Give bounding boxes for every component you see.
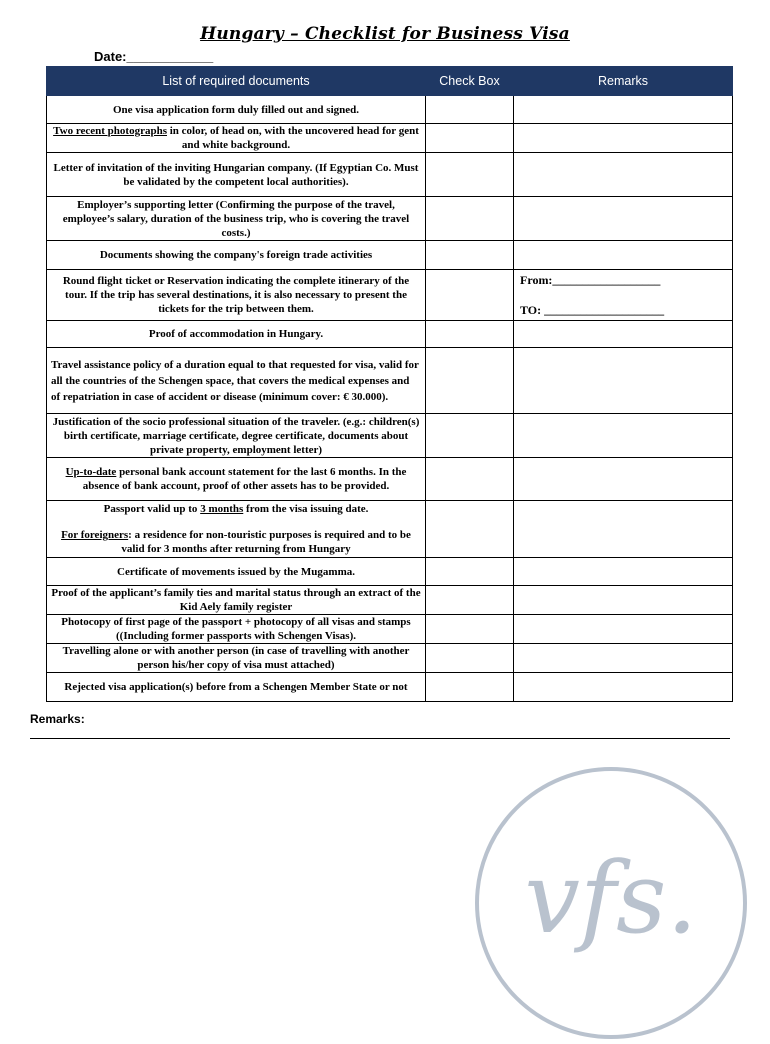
logo-text: vfs. [524, 842, 698, 956]
remarks-cell[interactable] [514, 558, 733, 586]
to-field[interactable]: TO: ____________________ [520, 303, 665, 317]
document-item [47, 458, 426, 501]
required-documents-table [46, 66, 733, 702]
document-item: Round flight ticket or Reservation indicating the complete itinerary of the tour. If the trip has several destinations, it is also necessary to present the tickets for the trip between them. [47, 270, 426, 321]
document-item: Travelling alone or with another person (in case of travelling with another person his/her copy of visa must attached) [47, 644, 426, 673]
document-item [47, 124, 426, 153]
table-header-row [47, 67, 733, 96]
document-item: Employer’s supporting letter (Confirming the purpose of the travel, employee’s salary, duration of the business trip, who is covering the travel costs.) [47, 197, 426, 241]
table-row [47, 458, 733, 501]
document-item: Proof of accommodation in Hungary. [47, 321, 426, 348]
check-box-cell[interactable] [426, 673, 514, 702]
remarks-cell[interactable] [514, 348, 733, 414]
check-box-cell[interactable] [426, 321, 514, 348]
table-row [47, 558, 733, 586]
document-item: Justification of the socio professional situation of the traveler. (e.g.: children(s) birth certificate, marriage certificate, degree certificate, documents about private property, employment letter) [47, 414, 426, 458]
document-text: in color, of head on, with the uncovered head for gent and white background. [166, 125, 419, 151]
table-row [47, 241, 733, 270]
underlined-text: For foreigners [61, 529, 129, 541]
table-row [47, 673, 733, 702]
date-field-label: Date:____________ [94, 49, 214, 64]
remarks-cell[interactable] [514, 197, 733, 241]
remarks-line[interactable] [30, 726, 730, 739]
remarks-cell[interactable] [514, 96, 733, 124]
document-text: personal bank account statement for the last 6 months. In the absence of bank account, proof of other assets has to be provided. [82, 466, 407, 492]
check-box-cell[interactable] [426, 124, 514, 153]
check-box-cell[interactable] [426, 197, 514, 241]
remarks-cell[interactable] [514, 501, 733, 558]
document-text: : a residence for non-touristic purposes is required and to be valid for 3 months after returning from Hungary [121, 529, 411, 555]
check-box-cell[interactable] [426, 615, 514, 644]
table-row [47, 501, 733, 558]
check-box-cell[interactable] [426, 96, 514, 124]
table-row [47, 615, 733, 644]
remarks-cell[interactable] [514, 615, 733, 644]
underlined-text: 3 months [200, 503, 244, 515]
from-field[interactable]: From:__________________ [520, 273, 661, 287]
document-item: Travel assistance policy of a duration equal to that requested for visa, valid for all the countries of the Schengen space, that covers the medical expenses and of repatriation in case of accident or disease (minimum cover: € 30.000). [47, 348, 426, 414]
remarks-cell[interactable] [514, 673, 733, 702]
table-row [47, 124, 733, 153]
table-row [47, 96, 733, 124]
table-row [47, 414, 733, 458]
document-text: Passport valid up to [103, 503, 201, 515]
document-item: One visa application form duly filled out and signed. [47, 96, 426, 124]
document-item: Certificate of movements issued by the Mugamma. [47, 558, 426, 586]
underlined-text: Up-to-date [65, 466, 117, 478]
table-row [47, 348, 733, 414]
table-row [47, 270, 733, 321]
header-documents: List of required documents [47, 67, 426, 96]
header-check-box: Check Box [426, 67, 514, 96]
check-box-cell[interactable] [426, 458, 514, 501]
document-item: Proof of the applicant’s family ties and marital status through an extract of the Kid Aely family register [47, 586, 426, 615]
underlined-text: Two recent photographs [53, 125, 167, 137]
table-row [47, 153, 733, 197]
remarks-cell[interactable] [514, 241, 733, 270]
check-box-cell[interactable] [426, 644, 514, 673]
remarks-cell[interactable] [514, 644, 733, 673]
remarks-cell[interactable] [514, 586, 733, 615]
check-box-cell[interactable] [426, 241, 514, 270]
check-box-cell[interactable] [426, 153, 514, 197]
remarks-label: Remarks: [30, 712, 85, 726]
document-item: Letter of invitation of the inviting Hungarian company. (If Egyptian Co. Must be validated by the competent local authorities). [47, 153, 426, 197]
flight-remarks-cell[interactable] [514, 270, 733, 321]
check-box-cell[interactable] [426, 348, 514, 414]
vfs-logo [470, 762, 752, 1044]
check-box-cell[interactable] [426, 414, 514, 458]
remarks-cell[interactable] [514, 124, 733, 153]
table-row [47, 321, 733, 348]
remarks-cell[interactable] [514, 414, 733, 458]
check-box-cell[interactable] [426, 270, 514, 321]
document-item [47, 501, 426, 558]
remarks-cell[interactable] [514, 458, 733, 501]
check-box-cell[interactable] [426, 501, 514, 558]
document-text: from the visa issuing date. [243, 503, 369, 515]
table-row [47, 586, 733, 615]
remarks-cell[interactable] [514, 321, 733, 348]
table-row [47, 197, 733, 241]
document-item: Documents showing the company's foreign trade activities [47, 241, 426, 270]
document-item: Rejected visa application(s) before from a Schengen Member State or not [47, 673, 426, 702]
document-item: Photocopy of first page of the passport + photocopy of all visas and stamps ((Including former passports with Schengen Visas). [47, 615, 426, 644]
remarks-cell[interactable] [514, 153, 733, 197]
check-box-cell[interactable] [426, 586, 514, 615]
header-remarks: Remarks [514, 67, 733, 96]
table-row [47, 644, 733, 673]
check-box-cell[interactable] [426, 558, 514, 586]
document-title: Hungary – Checklist for Business Visa [200, 24, 570, 44]
